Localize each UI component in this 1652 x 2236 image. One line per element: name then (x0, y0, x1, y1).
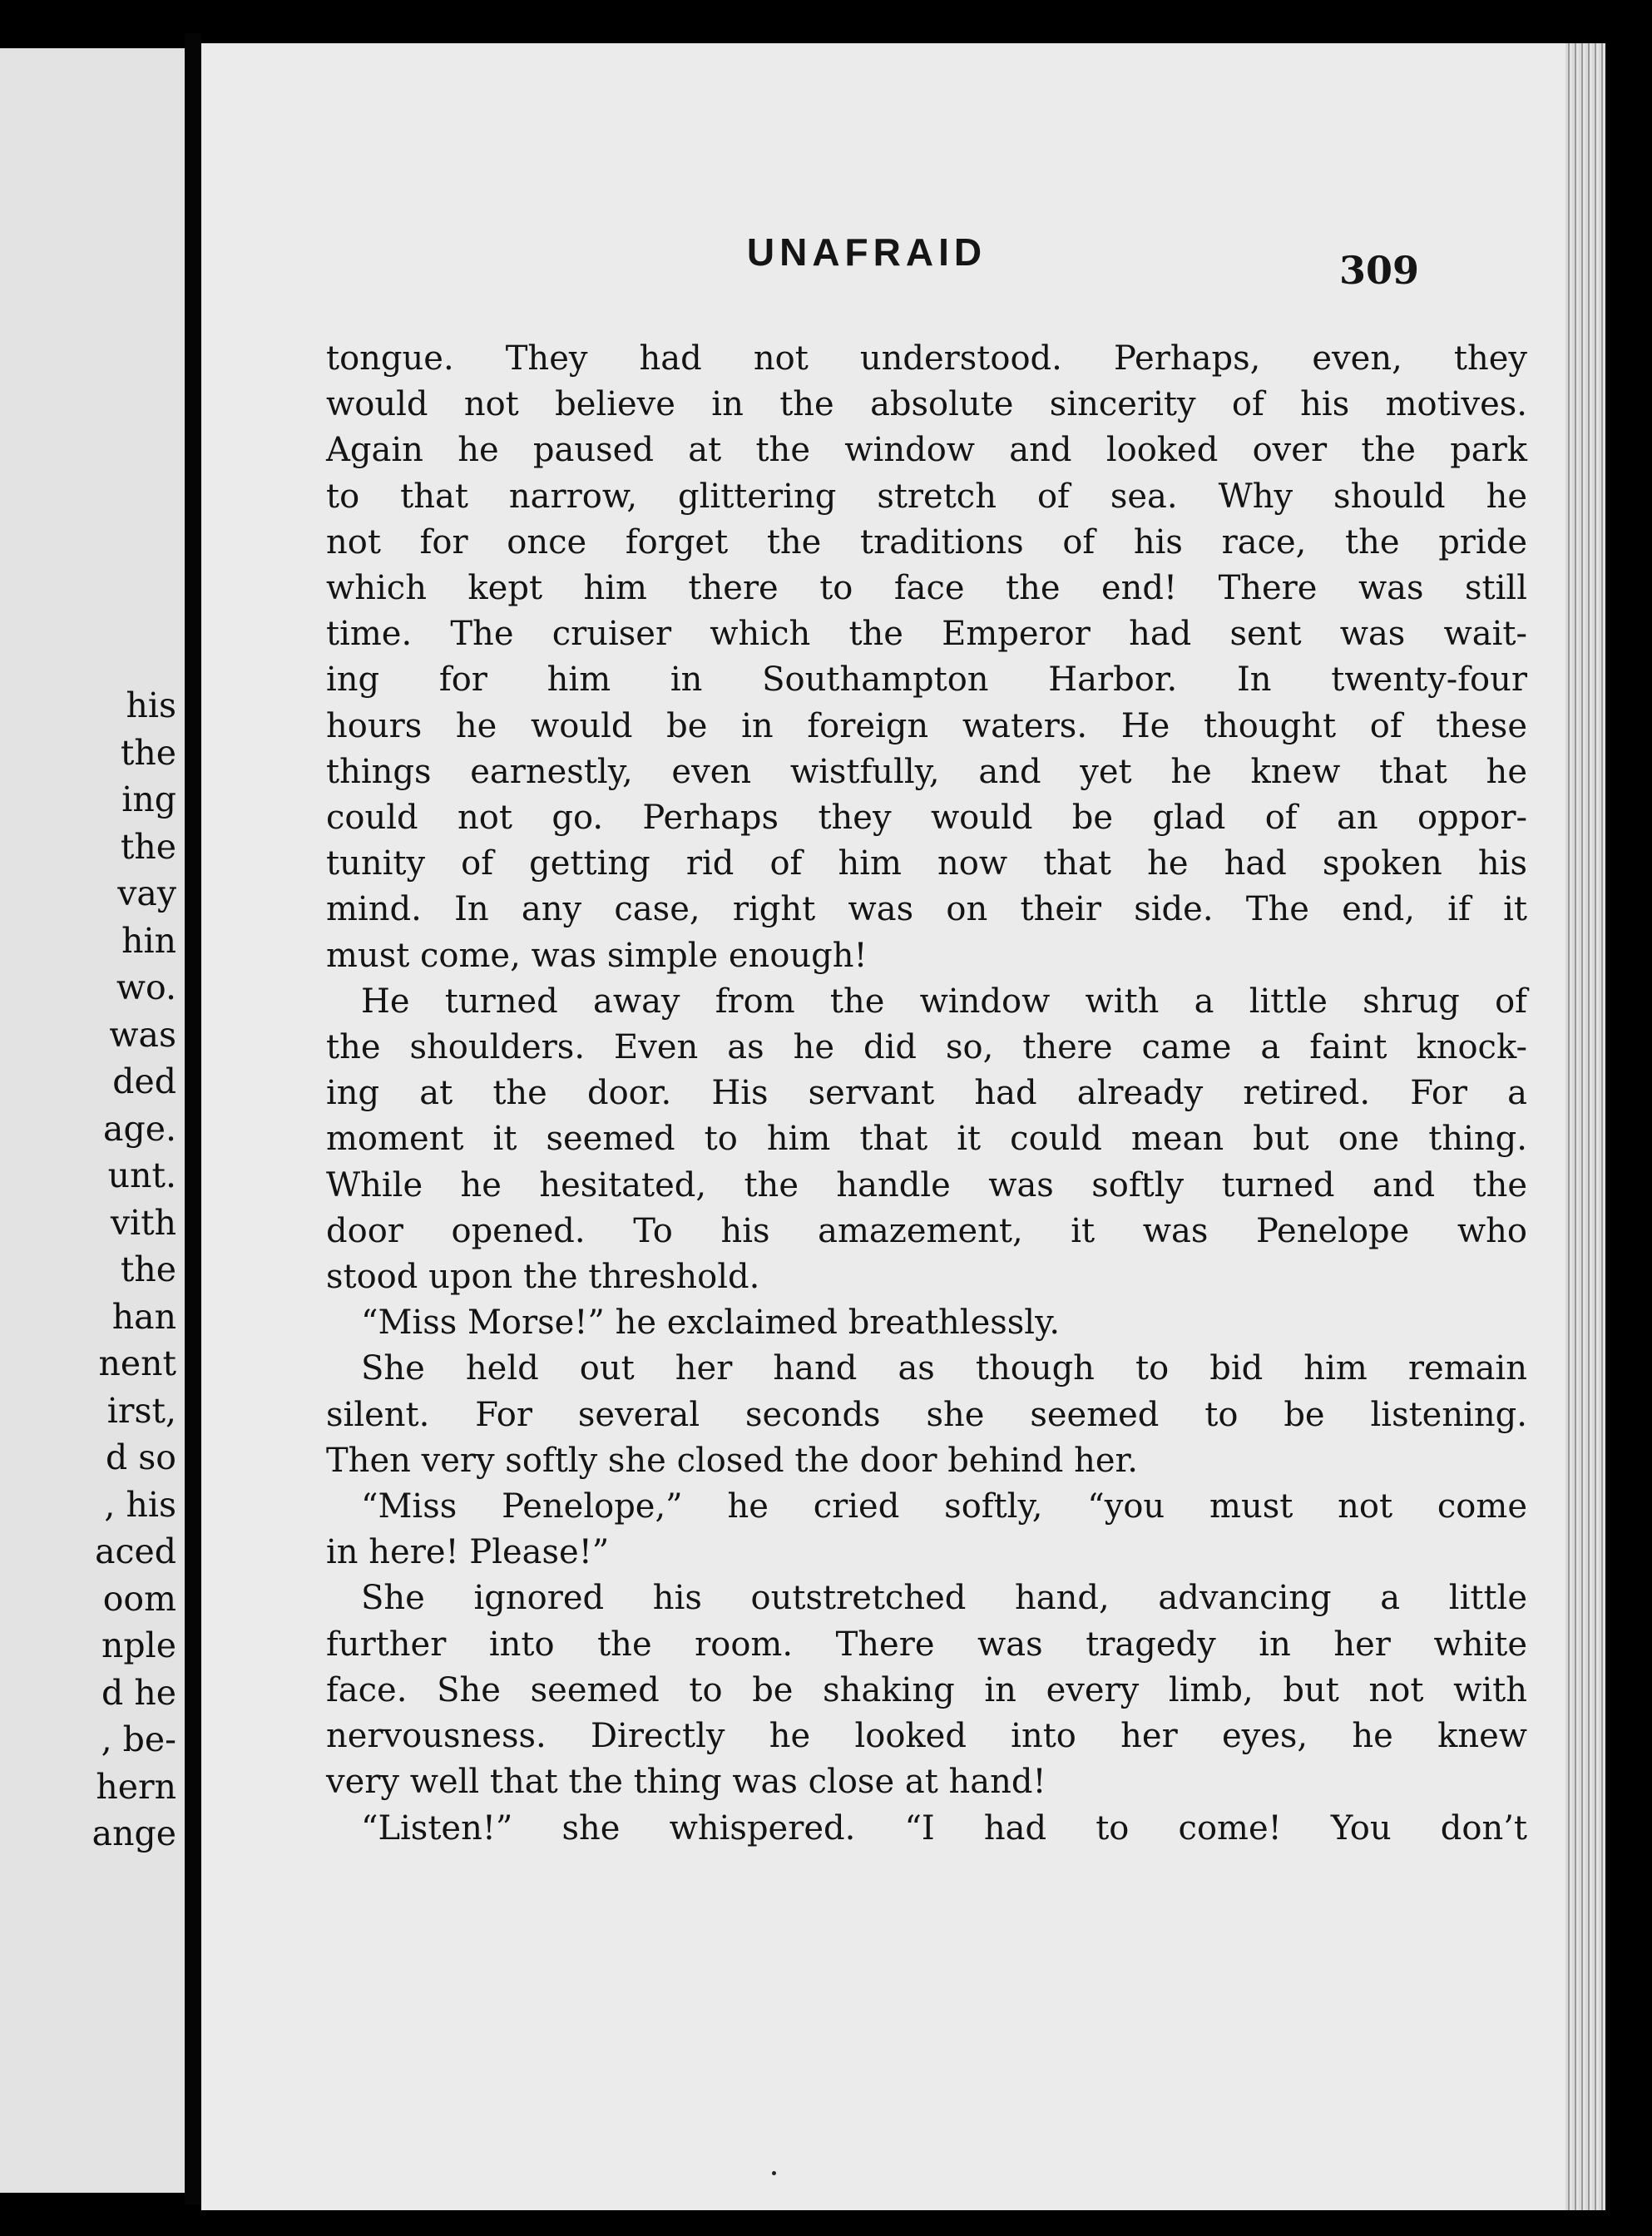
page-number: 309 (1339, 248, 1420, 293)
text-line: ing at the door. His servant had already retired. For a (326, 1074, 1527, 1113)
paragraph (326, 1484, 1527, 1576)
left-fragment: the (120, 1249, 176, 1289)
text-line: Then very softly she closed the door behind her. (326, 1441, 1138, 1480)
left-fragment: hern (96, 1766, 176, 1807)
left-fragment: hin (121, 920, 176, 961)
scan-speck (772, 2171, 776, 2175)
page-edge (1565, 43, 1605, 2210)
body-text (326, 336, 1527, 1852)
text-line: must come, was simple enough! (326, 936, 868, 975)
left-fragment: irst, (106, 1390, 176, 1431)
paragraph (326, 979, 1527, 1300)
book-gutter (185, 33, 201, 2204)
left-fragment: his (126, 685, 176, 725)
text-line: would not believe in the absolute sincerity of his motives. (326, 385, 1527, 424)
paragraph (326, 1576, 1527, 1805)
text-line: things earnestly, even wistfully, and yet he knew that he (326, 752, 1527, 791)
text-line: He turned away from the window with a little shrug of (361, 982, 1527, 1021)
text-line: time. The cruiser which the Emperor had sent was wait- (326, 615, 1527, 654)
text-line: not for once forget the traditions of his race, the pride (326, 522, 1527, 561)
paragraph (326, 1806, 1527, 1852)
text-line: “Miss Penelope,” he cried softly, “you must not come (361, 1487, 1527, 1526)
text-line: silent. For several seconds she seemed to be listening. (326, 1395, 1527, 1434)
text-line: in here! Please!” (326, 1533, 610, 1572)
text-line: the shoulders. Even as he did so, there came a faint knock- (326, 1028, 1527, 1067)
text-line: hours he would be in foreign waters. He thought of these (326, 706, 1527, 745)
left-fragment: , be- (101, 1719, 176, 1759)
left-page (0, 48, 185, 2193)
paragraph (326, 1346, 1527, 1484)
running-title: UNAFRAID (746, 230, 987, 274)
text-line: She ignored his outstretched hand, advancing a little (361, 1579, 1527, 1618)
left-fragment: nple (101, 1625, 176, 1665)
left-fragment: wo. (116, 967, 176, 1007)
left-fragment: d so (105, 1437, 176, 1477)
left-fragment: the (120, 826, 176, 867)
text-line: door opened. To his amazement, it was Penelope who (326, 1211, 1527, 1250)
left-fragment: d he (101, 1672, 176, 1713)
left-fragment: oom (102, 1578, 176, 1619)
text-line: While he hesitated, the handle was softly turned and the (326, 1165, 1527, 1205)
text-line: mind. In any case, right was on their side. The end, if it (326, 890, 1527, 929)
left-fragment: ange (92, 1813, 176, 1853)
text-line: tunity of getting rid of him now that he had spoken his (326, 844, 1527, 883)
left-fragment: age. (103, 1108, 176, 1149)
text-line: Again he paused at the window and looked over the park (326, 431, 1527, 470)
text-line: “Miss Morse!” he exclaimed breathlessly. (361, 1304, 1061, 1343)
left-fragment: ing (121, 779, 176, 819)
text-line: She held out her hand as though to bid him remain (361, 1349, 1527, 1388)
text-line: tongue. They had not understood. Perhaps, even, they (326, 339, 1527, 378)
text-line: stood upon the threshold. (326, 1258, 760, 1297)
left-fragment: nent (98, 1343, 176, 1383)
left-fragment: ded (112, 1061, 176, 1101)
right-page (201, 43, 1605, 2210)
text-line: nervousness. Directly he looked into her eyes, he knew (326, 1717, 1527, 1756)
text-line: could not go. Perhaps they would be glad of an oppor- (326, 799, 1527, 838)
text-line: to that narrow, glittering stretch of sea. Why should he (326, 477, 1527, 516)
left-fragment: vith (110, 1202, 176, 1243)
paragraph (326, 336, 1527, 979)
text-line: “Listen!” she whispered. “I had to come! You don’t (361, 1808, 1527, 1848)
left-page-text-fragments (92, 682, 176, 1858)
left-fragment: han (111, 1296, 176, 1337)
left-fragment: the (120, 732, 176, 773)
left-fragment: , his (104, 1484, 176, 1525)
left-fragment: was (109, 1014, 176, 1055)
left-fragment: vay (117, 873, 176, 913)
text-line: face. She seemed to be shaking in every limb, but not with (326, 1670, 1527, 1709)
text-line: which kept him there to face the end! There was still (326, 569, 1527, 608)
paragraph (326, 1300, 1527, 1346)
text-line: moment it seemed to him that it could mean but one thing. (326, 1120, 1527, 1159)
left-fragment: aced (95, 1531, 176, 1571)
text-line: further into the room. There was tragedy in her white (326, 1625, 1527, 1664)
text-line: ing for him in Southampton Harbor. In twenty-four (326, 660, 1527, 700)
left-fragment: unt. (107, 1155, 176, 1195)
text-line: very well that the thing was close at hand! (326, 1763, 1046, 1802)
